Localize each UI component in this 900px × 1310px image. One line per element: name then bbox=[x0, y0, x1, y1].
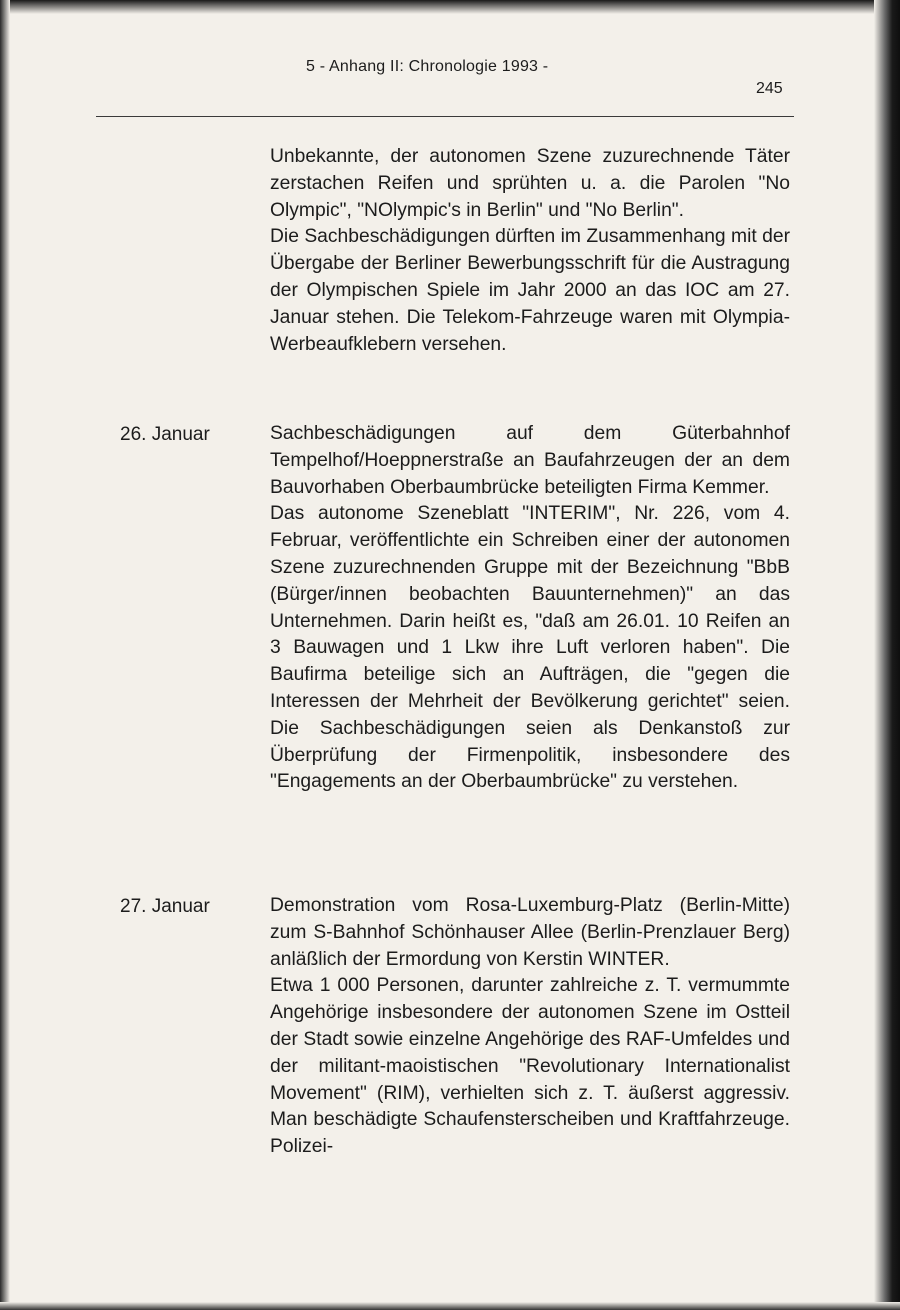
scan-edge-right bbox=[874, 0, 900, 1310]
scan-edge-left bbox=[0, 0, 10, 1310]
entry-body bbox=[270, 421, 790, 796]
entry-date: 27. Januar bbox=[120, 896, 210, 917]
entry-paragraph: Das autonome Szeneblatt "INTERIM", Nr. 226, vom 4. Februar, veröffentlichte ein Schreiben einer der autonomen Szene zuzurechnenden Gruppe mit der Bezeichnung "BbB (Bürger/innen beobachten Bauunternehmen)" an das Unternehmen. Darin heißt es, "daß am 26.01. 10 Reifen an 3 Bauwagen und 1 Lkw ihre Luft verloren haben". Die Baufirma beteilige sich an Aufträgen, die "gegen die Interessen der Mehrheit der Bevölkerung gerichtet" seien. Die Sachbeschädigungen seien als Denkanstoß zur Überprüfung der Firmenpolitik, insbesondere des "Engagements an der Oberbaumbrücke" zu verstehen. bbox=[270, 503, 790, 793]
entry-paragraph: Demonstration vom Rosa-Luxemburg-Platz (Berlin-Mitte) zum S-Bahnhof Schönhauser Allee (Berlin-Prenzlauer Berg) anläßlich der Ermordung von Kerstin WINTER. bbox=[270, 895, 790, 970]
header-rule bbox=[96, 116, 794, 117]
page-number: 245 bbox=[756, 80, 783, 97]
entry-date: 26. Januar bbox=[120, 424, 210, 445]
entry-body bbox=[270, 144, 790, 358]
entry-paragraph: Unbekannte, der autonomen Szene zuzurechnende Täter zerstachen Reifen und sprühten u. a. die Parolen "No Olympic", "NOlympic's in Berlin" und "No Berlin". bbox=[270, 146, 790, 221]
entry-paragraph: Die Sachbeschädigungen dürften im Zusammenhang mit der Übergabe der Berliner Bewerbungsschrift für die Austragung der Olympischen Spiele im Jahr 2000 an das IOC am 27. Januar stehen. Die Telekom-Fahrzeuge waren mit Olympia-Werbeaufklebern versehen. bbox=[270, 226, 790, 355]
running-head: 5 - Anhang II: Chronologie 1993 - bbox=[306, 58, 549, 75]
scan-edge-bottom bbox=[0, 1302, 900, 1310]
entry-paragraph: Etwa 1 000 Personen, darunter zahlreiche z. T. vermummte Angehörige insbesondere der autonomen Szene im Ostteil der Stadt sowie einzelne Angehörige des RAF-Umfeldes und der militant-maoistischen "Revolutionary Internationalist Movement" (RIM), verhielten sich z. T. äußerst aggressiv. Man beschädigte Schaufensterscheiben und Kraftfahrzeuge. Polizei- bbox=[270, 975, 790, 1158]
scan-edge-top bbox=[0, 0, 900, 14]
entry-body bbox=[270, 893, 790, 1161]
entry-paragraph: Sachbeschädigungen auf dem Güterbahnhof Tempelhof/Hoeppnerstraße an Baufahrzeugen der an dem Bauvorhaben Oberbaumbrücke beteiligten Firma Kemmer. bbox=[270, 423, 790, 498]
